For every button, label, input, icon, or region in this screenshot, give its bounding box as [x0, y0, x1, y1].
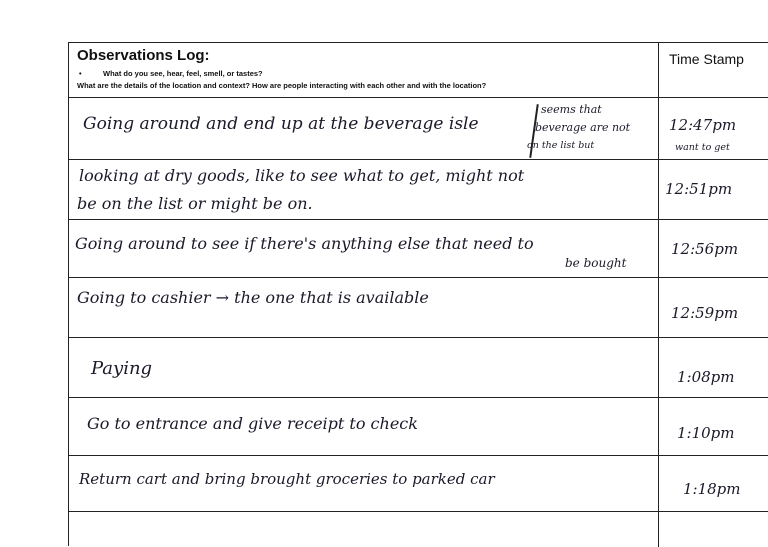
timestamp-cell — [659, 456, 768, 512]
log-row-8 — [69, 511, 768, 547]
observation-text: Going to cashier → the one that is available — [77, 288, 429, 307]
observation-text: looking at dry goods, like to see what to get, might not — [79, 166, 525, 185]
timestamp-cell — [659, 512, 768, 547]
observation-cell — [69, 278, 659, 338]
timestamp-title: Time Stamp — [669, 51, 744, 67]
observation-cell — [69, 512, 659, 547]
observation-text: Return cart and bring brought groceries to parked car — [79, 470, 495, 488]
prompt-senses — [79, 69, 263, 78]
prompt-senses-text: What do you see, hear, feel, smell, or tastes? — [103, 69, 263, 78]
timestamp-cell — [659, 98, 768, 160]
timestamp-text: 12:47pm — [669, 116, 737, 134]
observation-cell — [69, 220, 659, 278]
observations-header — [69, 43, 659, 97]
log-row-5 — [69, 337, 768, 398]
observation-cell — [69, 160, 659, 220]
log-row-6 — [69, 397, 768, 456]
timestamp-cell — [659, 338, 768, 398]
timestamp-text: 1:10pm — [677, 424, 735, 442]
observation-text: Paying — [91, 358, 153, 379]
timestamp-cell — [659, 160, 768, 220]
timestamp-text: 12:59pm — [671, 304, 739, 322]
margin-note-1: seems that — [541, 103, 602, 116]
observation-text: Going around and end up at the beverage isle — [83, 114, 479, 134]
observation-cell — [69, 456, 659, 512]
prompt-context: What are the details of the location and context? How are people interacting with each other and with the location? — [77, 81, 487, 90]
observation-cell — [69, 98, 659, 160]
observation-cell — [69, 398, 659, 456]
timestamp-cell — [659, 398, 768, 456]
timestamp-cell — [659, 278, 768, 338]
observation-text-line2: be on the list or might be on. — [77, 194, 313, 213]
timestamp-text: 1:18pm — [683, 480, 741, 498]
timestamp-cell — [659, 220, 768, 278]
timestamp-overflow-note: want to get — [675, 142, 730, 153]
log-title: Observations Log: — [77, 47, 210, 64]
observation-text-line2: be bought — [565, 256, 627, 270]
observations-log-form — [68, 42, 768, 546]
bullet-icon: • — [79, 69, 82, 78]
log-row-2 — [69, 159, 768, 220]
log-row-3 — [69, 219, 768, 278]
observation-text: Go to entrance and give receipt to check — [87, 414, 418, 433]
timestamp-text: 1:08pm — [677, 368, 735, 386]
log-row-4 — [69, 277, 768, 338]
log-row-1 — [69, 97, 768, 160]
observation-text: Going around to see if there's anything else that need to — [75, 234, 534, 253]
observation-cell — [69, 338, 659, 398]
timestamp-text: 12:56pm — [671, 240, 739, 258]
log-row-7 — [69, 455, 768, 512]
margin-note-2: beverage are not — [535, 121, 631, 134]
margin-note-3: on the list but — [527, 140, 595, 151]
timestamp-text: 12:51pm — [665, 180, 733, 198]
timestamp-header — [659, 43, 768, 97]
